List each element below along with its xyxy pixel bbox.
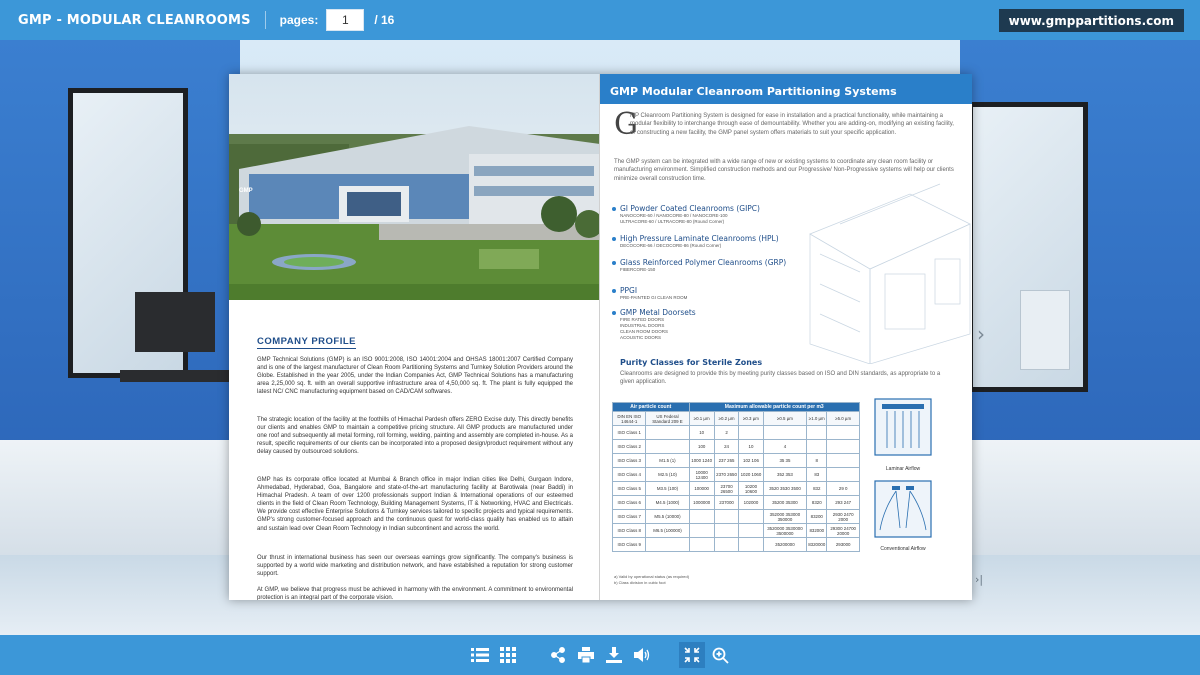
background-panel-left [0, 440, 240, 560]
pages-label: pages: [279, 13, 319, 27]
category-sub: ULTRACORE-60 / ULTRACORE-80 (Round Corner) [620, 218, 725, 224]
bullet-icon [612, 207, 616, 211]
purity-classes-title: Purity Classes for Sterile Zones [620, 358, 763, 367]
table-cell [827, 426, 860, 440]
table-cell [714, 510, 738, 524]
bottom-toolbar [0, 635, 1200, 675]
category-title: Glass Reinforced Polymer Cleanrooms (GRP) [620, 258, 787, 267]
category-ppgi [612, 286, 687, 301]
table-cell: 10200 10600 [739, 482, 763, 496]
table-cell: 237000 [714, 496, 738, 510]
table-row [613, 510, 860, 524]
website-link[interactable]: www.gmppartitions.com [999, 9, 1184, 32]
table-cell: 832 [807, 482, 827, 496]
table-row [613, 440, 860, 454]
table-cell: ISO Class 6 [613, 496, 646, 510]
table-row [613, 454, 860, 468]
bullet-icon [612, 289, 616, 293]
grid-icon[interactable] [495, 642, 521, 668]
table-row [613, 482, 860, 496]
last-page-icon[interactable]: ›| [975, 573, 984, 586]
table-cell [714, 538, 738, 552]
table-cell: 3520 3530 3500 [763, 482, 807, 496]
table-cell: 10 [739, 440, 763, 454]
category-title: GMP Metal Doorsets [620, 308, 696, 317]
table-cell [807, 440, 827, 454]
bullet-icon [612, 237, 616, 241]
table-subheader-cell: ≥0.3 µm [739, 412, 763, 426]
table-row [613, 468, 860, 482]
bullet-icon [612, 261, 616, 265]
table-row [613, 496, 860, 510]
background-pc-tower [1020, 290, 1070, 370]
table-cell: ISO Class 2 [613, 440, 646, 454]
table-cell: 29 0 [827, 482, 860, 496]
viewer-stage [0, 40, 1200, 635]
table-cell: 352 353 [763, 468, 807, 482]
purity-paragraph: Cleanrooms are designed to provide this by meeting purity classes based on ISO and DIN standards, as appropriate to a given application. [620, 371, 941, 386]
intro-paragraph: MP Cleanroom Partitioning System is designed for ease in installation and a practical functionality, while maintaining a modular flexibility to interchange through ease of demountability. Whether you are adding-on, modifying an existing facility, or constructing a new facility, the GMP panel system offers materials to suit your specific application. [630, 113, 954, 136]
table-subheader-cell: ≥5.0 µm [827, 412, 860, 426]
category-gipc [612, 204, 760, 225]
profile-paragraph-1: GMP Technical Solutions (GMP) is an ISO 9001:2008, ISO 14001:2004 and OHSAS 18001:2007 Certified Company and is one of the largest manufacturer of Clean Room Partitioning Systems and Turnkey Solution Providers around the Globe. Established in the year 2005, under the Indian Companies Act, GMP Technical Solutions has a manufacturing area 2,25,000 sq. ft. with an overall supportive infrastructure area of 4,50,000 sq. ft. The plant is fully equipped the latest NC/ CNC manufacturing equipment based on CAD/CAM softwares. [257, 357, 573, 396]
table-cell: 2370 2650 [714, 468, 738, 482]
table-subheader-cell: ≥0.5 µm [763, 412, 807, 426]
category-sub: NANOCORE-60 / NANOCORE-80 / NANOCORE-100 [620, 213, 728, 218]
table-cell [714, 524, 738, 538]
table-cell: 23700 26500 [714, 482, 738, 496]
table-cell: 3520000 3530000 3500000 [763, 524, 807, 538]
list-icon[interactable] [467, 642, 493, 668]
profile-paragraph-3: GMP has its corporate office located at Mumbai & Branch office in major Indian cities like Delhi, Gurgaon Indore, Ahmedabad, Hyderabad, Goa, Bangalore and state-of-the-art manufacturing facility at Barotiwala (near Baddi) in Himachal Pradesh. A team of over 1200 professionals support Indian & International operations of our esteemed clients in the field of Clean Room Technology, Building Management Systems, IT & Networking, HVAC and Electricals. We provide cost effective Enterprise Solutions & Turnkey services tailored to specific projects and typical requirements. GMP's strong customer-focused approach and the continuous quest for world-class quality has enabled us to attain and sustain lead over Clean Room Technology in Indian subcontinent and across the world. [257, 477, 573, 532]
table-cell [827, 468, 860, 482]
table-cell [739, 524, 763, 538]
purity-classes-table [612, 402, 860, 552]
table-cell: 8320000 [807, 538, 827, 552]
intro-drop-cap: G [614, 107, 638, 142]
table-cell: 35200 35300 [763, 496, 807, 510]
table-cell: 10000 12400 [689, 468, 714, 482]
table-subheader-cell: DIN EN ISO 14644-1 [613, 412, 646, 426]
laminar-airflow-label: Laminar Airflow [885, 466, 921, 472]
table-cell: M4.5 (1000) [646, 496, 689, 510]
right-page[interactable] [600, 74, 972, 600]
table-cell: ISO Class 3 [613, 454, 646, 468]
table-row [613, 524, 860, 538]
cleanroom-line-drawing [790, 174, 972, 364]
category-title: High Pressure Laminate Cleanrooms (HPL) [620, 234, 779, 243]
table-cell: ISO Class 9 [613, 538, 646, 552]
table-cell: 352000 353000 350000 [763, 510, 807, 524]
company-profile-title: COMPANY PROFILE [257, 336, 356, 347]
background-panel-right [960, 440, 1200, 560]
category-sub: FIRE RATED DOORS [620, 317, 665, 322]
table-cell [763, 426, 807, 440]
table-cell: M5.5 (10000) [646, 510, 689, 524]
conventional-airflow-label: Conventional Airflow [880, 546, 926, 552]
table-cell: ISO Class 7 [613, 510, 646, 524]
facility-photo-logo: GMP [239, 188, 253, 194]
right-page-header: GMP Modular Cleanroom Partitioning Systems [600, 74, 972, 104]
app-title: GMP - MODULAR CLEANROOMS [18, 12, 251, 28]
table-cell: 4 [763, 440, 807, 454]
table-cell: 8320 [807, 496, 827, 510]
table-cell: ISO Class 1 [613, 426, 646, 440]
table-subheader-cell: ≥0.2 µm [714, 412, 738, 426]
left-page[interactable] [229, 74, 600, 600]
table-body [613, 412, 860, 552]
share-icon[interactable] [545, 642, 571, 668]
table-cell [646, 426, 689, 440]
integration-paragraph: The GMP system can be integrated with a wide range of new or existing systems to coordinate any clean room facility or manufacturing environment. Simplified construction methods and our Progressive/ Non-Progressive systems will help our clients minimize overall construction time. [614, 159, 954, 182]
table-footnote: a) Valid by operational status (as required) [614, 574, 690, 579]
table-header-right: Maximum allowable particle count per m3 [689, 403, 860, 412]
download-icon[interactable] [601, 642, 627, 668]
table-cell [827, 454, 860, 468]
table-cell: 24 [714, 440, 738, 454]
bullet-icon [612, 311, 616, 315]
background-desk [120, 370, 230, 382]
table-cell [739, 538, 763, 552]
table-cell: 237 265 [714, 454, 738, 468]
table-cell: ISO Class 5 [613, 482, 646, 496]
table-cell: ISO Class 8 [613, 524, 646, 538]
table-cell [646, 538, 689, 552]
table-cell: 83 [807, 468, 827, 482]
category-doorsets [612, 308, 696, 340]
table-cell [827, 440, 860, 454]
category-grp [612, 258, 786, 273]
table-cell: M1.5 (1) [646, 454, 689, 468]
facility-photo [229, 74, 600, 300]
table-subheader-row [613, 412, 860, 426]
title-divider [265, 11, 266, 29]
table-cell: 35200000 [763, 538, 807, 552]
table-header-left: Air particle count [613, 403, 690, 412]
table-cell [646, 440, 689, 454]
table-cell [739, 426, 763, 440]
category-sub: FIBERCORE-150 [620, 267, 656, 272]
category-sub: INDUSTRIAL DOORS [620, 322, 665, 328]
table-cell: 2930 2470 2000 [827, 510, 860, 524]
table-cell: 1000 1240 [689, 454, 714, 468]
zoom-icon[interactable] [707, 642, 733, 668]
table-cell: 102 106 [739, 454, 763, 468]
table-cell: M6.5 (100000) [646, 524, 689, 538]
table-cell [739, 510, 763, 524]
flipbook [229, 74, 972, 600]
table-cell: 2 [714, 426, 738, 440]
profile-paragraph-4: Our thrust in international business has seen our overseas earnings grow significantly. The company's business is supported by a world wide marketing and distribution network, and have established a reputation for strong customer support. [257, 555, 573, 578]
table-cell: 293 247 [827, 496, 860, 510]
table-subheader-cell: US Federal Standard 209 E [646, 412, 689, 426]
profile-paragraph-5: At GMP, we believe that progress must be achieved in harmony with the environment. A commitment to environmental protection is an integral part of the corporate vision. [257, 587, 573, 600]
table-cell: 35 35 [763, 454, 807, 468]
category-title: GI Powder Coated Cleanrooms (GIPC) [620, 204, 760, 213]
table-cell: M3.5 (100) [646, 482, 689, 496]
category-sub: ACOUSTIC DOORS [620, 334, 662, 340]
conventional-airflow-diagram [872, 478, 934, 540]
table-cell: ISO Class 4 [613, 468, 646, 482]
category-hpl [612, 234, 779, 249]
table-cell [689, 538, 714, 552]
page-number-input[interactable] [326, 9, 364, 31]
table-cell: 100 [689, 440, 714, 454]
table-cell: 293000 [827, 538, 860, 552]
next-page-arrow-icon[interactable]: › [977, 322, 985, 346]
table-cell: 10 [689, 426, 714, 440]
page-total: / 16 [374, 13, 395, 27]
table-row [613, 426, 860, 440]
table-cell: 8 [807, 454, 827, 468]
table-cell: 832000 [807, 524, 827, 538]
category-sub: DECOCORE-66 / DECOCORE-86 (Round Corner) [620, 243, 722, 248]
top-bar [0, 0, 1200, 40]
table-cell: 102000 [739, 496, 763, 510]
laminar-airflow-diagram [872, 396, 934, 458]
table-subheader-cell: ≥1.0 µm [807, 412, 827, 426]
profile-paragraph-2: The strategic location of the facility at the foothills of Himachal Pardesh offers ZERO Excise duty. This directly benefits our clients and enables GMP to maintain a competitive pricing structure. All GMP products are manufactured under one roof and subsequently all metal forming, roll forming, welding, painting and assembly are completed in-house. As a result, specific requirements of our clients can be incorporated into a proposed design/product requirement without any delay caused by outsourced solutions. [257, 417, 573, 456]
category-title: PPGI [620, 286, 638, 295]
table-cell: 29300 24700 20000 [827, 524, 860, 538]
category-sub: CLEAN ROOM DOORS [620, 328, 669, 334]
table-subheader-cell: ≥0.1 µm [689, 412, 714, 426]
table-cell: 1020 1060 [739, 468, 763, 482]
table-cell [689, 524, 714, 538]
table-cell: 83200 [807, 510, 827, 524]
background-monitor [135, 292, 215, 352]
table-cell: M2.5 (10) [646, 468, 689, 482]
fullscreen-icon[interactable] [679, 642, 705, 668]
table-cell [807, 426, 827, 440]
print-icon[interactable] [573, 642, 599, 668]
table-cell: 1000000 [689, 496, 714, 510]
table-cell [689, 510, 714, 524]
table-footnote: b) Class division in cubic foot [614, 580, 666, 585]
category-sub: PRE-PAINTED GI CLEAN ROOM [620, 295, 688, 300]
table-cell: 100000 [689, 482, 714, 496]
sound-icon[interactable] [629, 642, 655, 668]
table-row [613, 538, 860, 552]
